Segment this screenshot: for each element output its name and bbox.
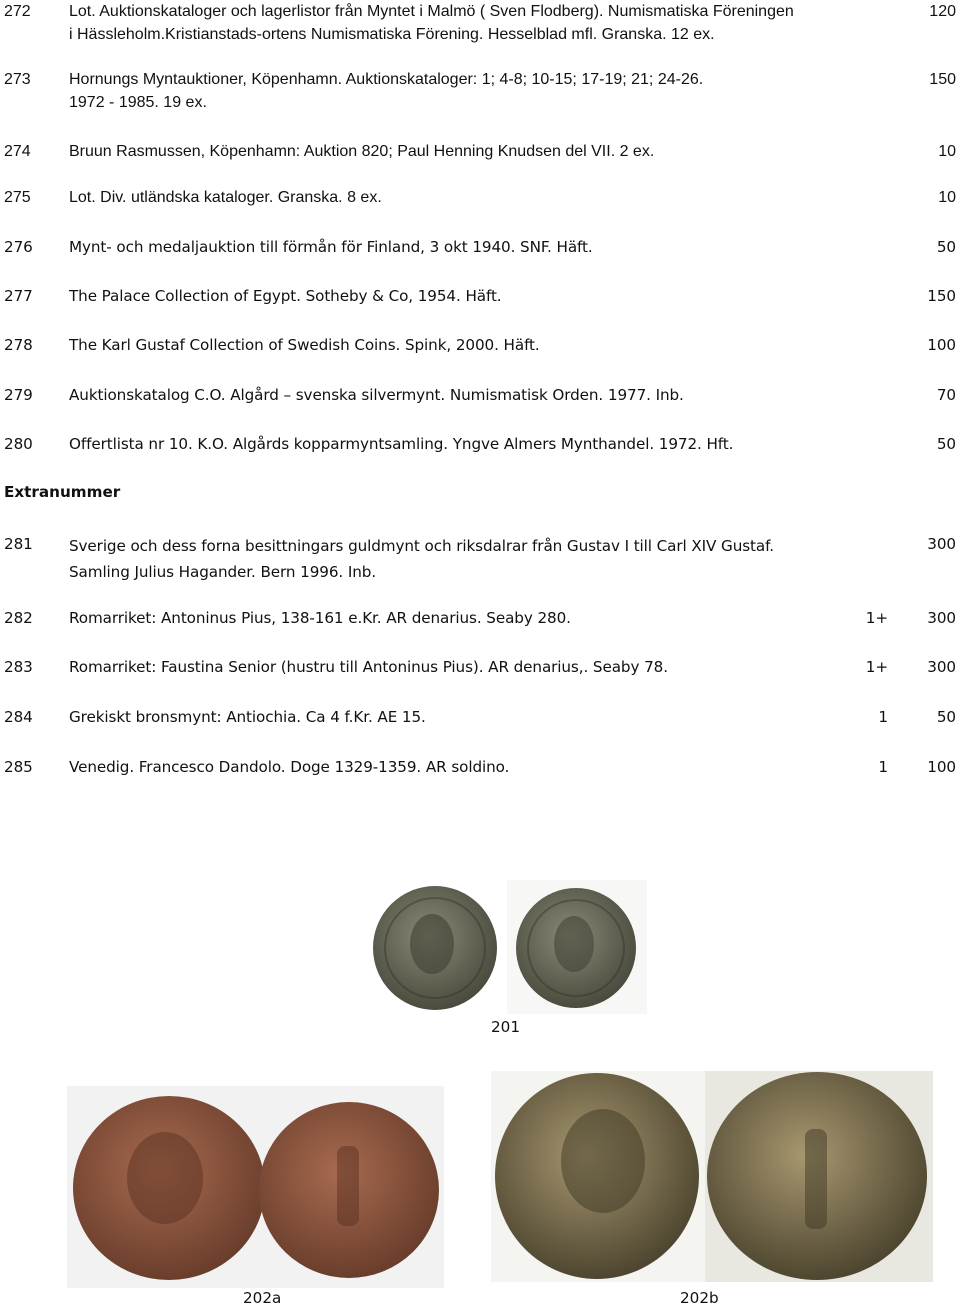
lot-description: Offertlista nr 10. K.O. Algårds kopparmyntsamling. Yngve Almers Mynthandel. 1972. Hft. [69, 435, 734, 453]
lot-number: 279 [4, 386, 33, 404]
coin-photo-202b [491, 1071, 933, 1282]
coin-photo-202a [67, 1086, 444, 1288]
lot-price: 10 [938, 143, 956, 160]
lot-price: 10 [938, 189, 956, 206]
lot-number: 275 [4, 189, 31, 206]
lot-price: 120 [929, 3, 956, 20]
lot-price: 300 [927, 609, 956, 627]
section-heading: Extranummer [4, 483, 121, 501]
lot-description: Bruun Rasmussen, Köpenhamn: Auktion 820; Paul Henning Knudsen del VII. 2 ex. [69, 143, 655, 160]
lot-description: Venedig. Francesco Dandolo. Doge 1329-1359. AR soldino. [69, 758, 510, 776]
lot-description: Sverige och dess forna besittningars guldmynt och riksdalrar från Gustav I till Carl XIV Gustaf. Samling Julius Hagander. Bern 1996. Inb. [69, 537, 774, 581]
lot-grade: 1+ [865, 658, 888, 676]
lot-number: 281 [4, 535, 33, 553]
lot-number: 273 [4, 71, 31, 88]
lot-price: 150 [929, 71, 956, 88]
lot-grade: 1 [878, 758, 888, 776]
lot-number: 280 [4, 435, 33, 453]
lot-price: 150 [927, 287, 956, 305]
caption-202b: 202b [680, 1289, 719, 1307]
lot-number: 282 [4, 609, 33, 627]
lot-price: 50 [936, 238, 956, 256]
lot-description: Romarriket: Faustina Senior (hustru till Antoninus Pius). AR denarius,. Seaby 78. [69, 658, 668, 676]
lot-price: 100 [927, 758, 956, 776]
lot-description: Auktionskatalog C.O. Algård – svenska silvermynt. Numismatisk Orden. 1977. Inb. [69, 386, 684, 404]
lot-number: 283 [4, 658, 33, 676]
lot-number: 274 [4, 143, 31, 160]
caption-201: 201 [491, 1018, 520, 1036]
lot-description: The Karl Gustaf Collection of Swedish Coins. Spink, 2000. Häft. [69, 336, 540, 354]
lot-grade: 1 [878, 708, 888, 726]
lot-description: Grekiskt bronsmynt: Antiochia. Ca 4 f.Kr. AE 15. [69, 708, 426, 726]
lot-description: The Palace Collection of Egypt. Sotheby & Co, 1954. Häft. [69, 287, 502, 305]
lot-description: Romarriket: Antoninus Pius, 138-161 e.Kr. AR denarius. Seaby 280. [69, 609, 571, 627]
lot-price: 50 [936, 708, 956, 726]
coin-photo-201 [362, 880, 647, 1014]
lot-price: 100 [927, 336, 956, 354]
lot-price: 300 [927, 535, 956, 553]
lot-description: Hornungs Myntauktioner, Köpenhamn. Auktionskataloger: 1; 4-8; 10-15; 17-19; 21; 24-26. 1972 - 1985. 19 ex. [69, 71, 704, 111]
lot-number: 285 [4, 758, 33, 776]
lot-number: 284 [4, 708, 33, 726]
lot-description: Mynt- och medaljauktion till förmån för Finland, 3 okt 1940. SNF. Häft. [69, 238, 593, 256]
lot-number: 272 [4, 3, 31, 20]
lot-price: 50 [936, 435, 956, 453]
lot-number: 276 [4, 238, 33, 256]
lot-description: Lot. Div. utländska kataloger. Granska. 8 ex. [69, 189, 382, 206]
lot-number: 278 [4, 336, 33, 354]
lot-grade: 1+ [865, 609, 888, 627]
caption-202a: 202a [243, 1289, 282, 1307]
lot-number: 277 [4, 287, 33, 305]
lot-price: 70 [936, 386, 956, 404]
lot-description: Lot. Auktionskataloger och lagerlistor från Myntet i Malmö ( Sven Flodberg). Numismatiska Föreningen i Hässleholm.Kristianstads-ortens Numismatiska Förening. Hesselblad mfl. Granska. 12 ex. [69, 3, 794, 43]
lot-price: 300 [927, 658, 956, 676]
